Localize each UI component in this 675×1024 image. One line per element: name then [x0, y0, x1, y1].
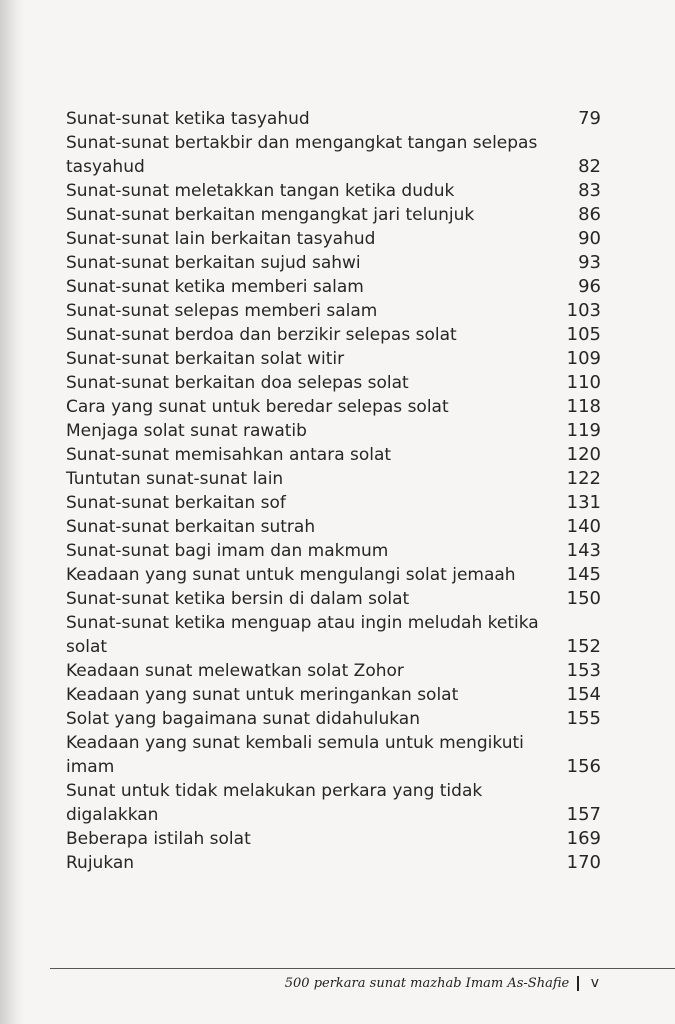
page-gutter-shadow: [0, 0, 24, 1024]
toc-entry-page-number: 131: [566, 492, 601, 513]
table-of-contents: [66, 107, 601, 875]
toc-entry-title: Sunat-sunat selepas memberi salam: [66, 301, 378, 321]
toc-entry: [66, 275, 601, 299]
toc-entry: [66, 323, 601, 347]
toc-entry: [66, 851, 601, 875]
footer-page-number: v: [590, 975, 599, 991]
toc-entry-page-number: 155: [566, 708, 601, 729]
toc-entry-title: Sunat untuk tidak melakukan perkara yang tidak: [66, 781, 483, 801]
toc-entry-page-number: 119: [566, 420, 601, 441]
toc-entry: [66, 539, 601, 563]
toc-entry: [66, 659, 601, 683]
toc-entry: [66, 779, 601, 827]
toc-entry-page-number: 169: [566, 828, 601, 849]
toc-entry-page-number: 79: [578, 108, 601, 129]
toc-entry-page-number: 122: [566, 468, 601, 489]
toc-entry-page-number: 150: [566, 588, 601, 609]
toc-entry-title: Sunat-sunat berdoa dan berzikir selepas solat: [66, 325, 457, 345]
toc-entry-page-number: 157: [566, 804, 601, 825]
toc-entry-title: Sunat-sunat bagi imam dan makmum: [66, 541, 389, 561]
toc-entry: [66, 683, 601, 707]
toc-entry-page-number: 120: [566, 444, 601, 465]
toc-entry-title-continued: digalakkan: [66, 805, 159, 825]
toc-entry-page-number: 110: [566, 372, 601, 393]
toc-entry-title: Keadaan yang sunat kembali semula untuk mengikuti: [66, 733, 524, 753]
toc-entry-title: Keadaan yang sunat untuk mengulangi solat jemaah: [66, 565, 516, 585]
toc-entry-title: Sunat-sunat bertakbir dan mengangkat tangan selepas: [66, 133, 538, 153]
toc-entry-title: Tuntutan sunat-sunat lain: [66, 469, 284, 489]
toc-entry-page-number: 82: [578, 156, 601, 177]
toc-entry-page-number: 170: [566, 852, 601, 873]
page-footer: [285, 975, 599, 991]
toc-entry-page-number: 140: [566, 516, 601, 537]
toc-entry-title: Sunat-sunat ketika tasyahud: [66, 109, 310, 129]
toc-entry-title: Sunat-sunat berkaitan mengangkat jari telunjuk: [66, 205, 475, 225]
toc-entry: [66, 179, 601, 203]
toc-entry-title: Sunat-sunat berkaitan sof: [66, 493, 286, 513]
toc-entry: [66, 107, 601, 131]
toc-entry: [66, 563, 601, 587]
toc-entry: [66, 611, 601, 659]
toc-entry: [66, 515, 601, 539]
toc-entry: [66, 707, 601, 731]
toc-entry: [66, 443, 601, 467]
toc-entry: [66, 587, 601, 611]
toc-entry: [66, 203, 601, 227]
toc-entry-title: Beberapa istilah solat: [66, 829, 251, 849]
toc-entry: [66, 491, 601, 515]
toc-entry-page-number: 145: [566, 564, 601, 585]
toc-entry-title: Rujukan: [66, 853, 135, 873]
toc-entry-title: Sunat-sunat ketika memberi salam: [66, 277, 364, 297]
toc-entry-title: Sunat-sunat meletakkan tangan ketika duduk: [66, 181, 455, 201]
toc-entry: [66, 467, 601, 491]
footer-separator: [577, 976, 579, 991]
toc-entry-page-number: 154: [566, 684, 601, 705]
toc-entry-title: Solat yang bagaimana sunat didahulukan: [66, 709, 420, 729]
toc-entry: [66, 371, 601, 395]
toc-entry-title: Cara yang sunat untuk beredar selepas solat: [66, 397, 449, 417]
toc-entry-page-number: 143: [566, 540, 601, 561]
toc-entry: [66, 299, 601, 323]
toc-entry-title: Sunat-sunat berkaitan sujud sahwi: [66, 253, 361, 273]
toc-entry: [66, 251, 601, 275]
footer-book-title: 500 perkara sunat mazhab Imam As-Shafie: [284, 975, 570, 991]
toc-entry-title: Keadaan sunat melewatkan solat Zohor: [66, 661, 404, 681]
toc-entry-title-continued: imam: [66, 757, 115, 777]
toc-entry-title: Keadaan yang sunat untuk meringankan solat: [66, 685, 459, 705]
toc-entry: [66, 227, 601, 251]
toc-entry: [66, 827, 601, 851]
toc-entry: [66, 731, 601, 779]
toc-entry: [66, 131, 601, 179]
toc-entry-title: Sunat-sunat berkaitan doa selepas solat: [66, 373, 409, 393]
toc-entry-title-continued: solat: [66, 637, 108, 657]
toc-entry: [66, 347, 601, 371]
toc-entry-page-number: 103: [566, 300, 601, 321]
footer-rule: [50, 968, 675, 969]
toc-entry-page-number: 90: [578, 228, 601, 249]
toc-entry-title: Sunat-sunat ketika menguap atau ingin meludah ketika: [66, 613, 539, 633]
toc-entry-page-number: 86: [578, 204, 601, 225]
toc-entry-title: Sunat-sunat berkaitan sutrah: [66, 517, 316, 537]
toc-entry-page-number: 96: [578, 276, 601, 297]
toc-entry: [66, 419, 601, 443]
toc-entry-title: Sunat-sunat berkaitan solat witir: [66, 349, 345, 369]
toc-entry-page-number: 153: [566, 660, 601, 681]
toc-entry-title: Sunat-sunat lain berkaitan tasyahud: [66, 229, 376, 249]
toc-entry-page-number: 83: [578, 180, 601, 201]
toc-entry-page-number: 109: [566, 348, 601, 369]
toc-entry-title: Menjaga solat sunat rawatib: [66, 421, 307, 441]
toc-entry-title: Sunat-sunat ketika bersin di dalam solat: [66, 589, 410, 609]
toc-entry: [66, 395, 601, 419]
toc-entry-page-number: 93: [578, 252, 601, 273]
toc-entry-page-number: 156: [566, 756, 601, 777]
toc-entry-page-number: 152: [566, 636, 601, 657]
toc-entry-title-continued: tasyahud: [66, 157, 145, 177]
toc-entry-page-number: 105: [566, 324, 601, 345]
toc-entry-title: Sunat-sunat memisahkan antara solat: [66, 445, 392, 465]
toc-entry-page-number: 118: [566, 396, 601, 417]
